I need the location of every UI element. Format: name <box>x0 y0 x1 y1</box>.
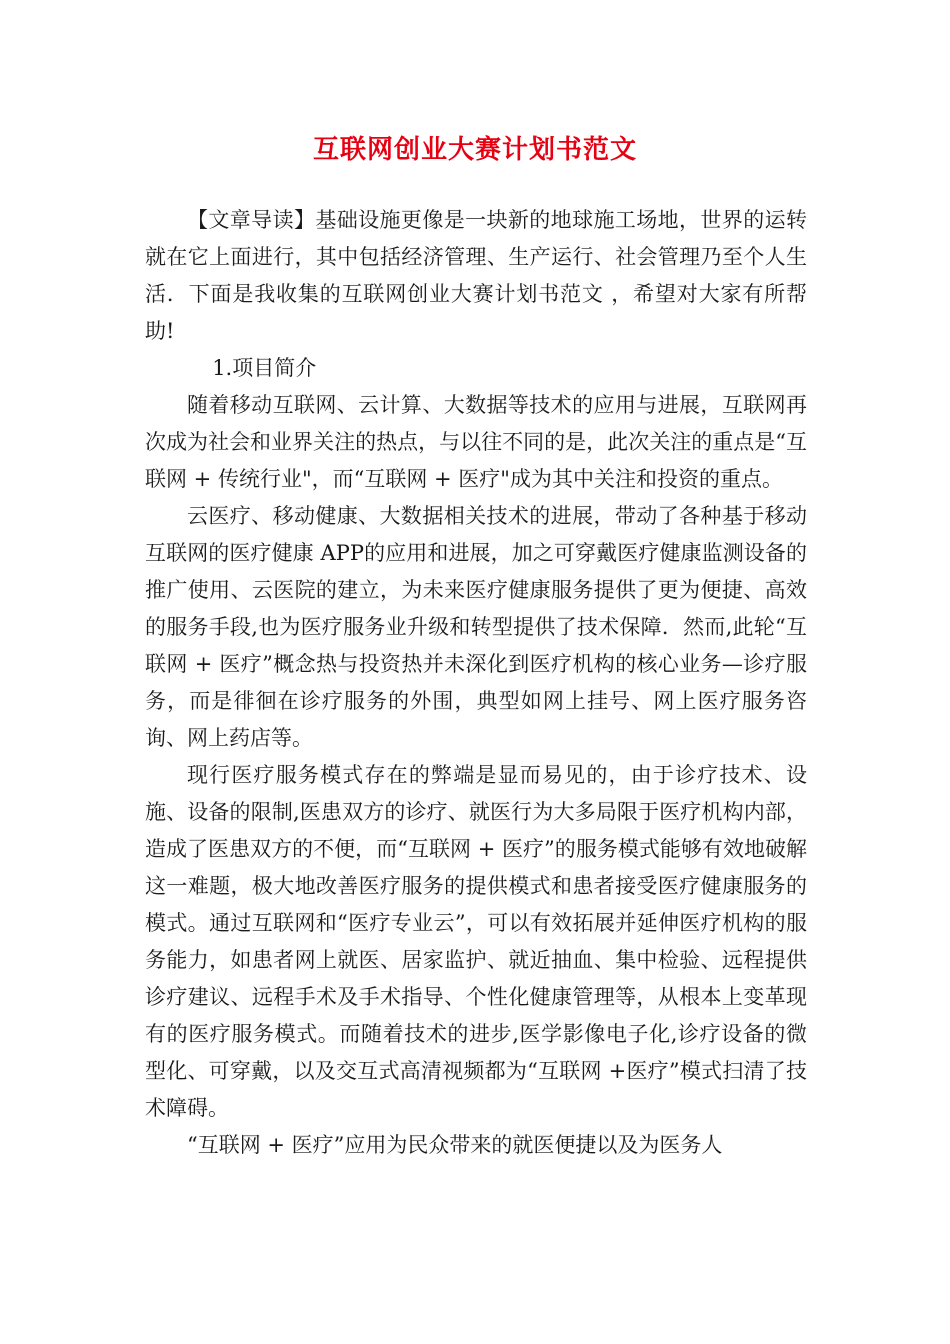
intro-paragraph: 【文章导读】基础设施更像是一块新的地球施工场地，世界的运转就在它上面进行，其中包括经济管理、生产运行、社会管理乃至个人生活．下面是我收集的互联网创业大赛计划书范文 ，希望对大家有所帮助! <box>145 208 807 343</box>
document-body <box>145 202 807 1164</box>
body-paragraph: 云医疗、移动健康、大数据相关技术的进展，带动了各种基于移动互联网的医疗健康 APP的应用和进展，加之可穿戴医疗健康监测设备的推广使用、云医院的建立，为未来医疗健康服务提供了更为便捷、高效的服务手段,也为医疗服务业升级和转型提供了技术保障．然而,此轮“互联网 + 医疗”概念热与投资热并未深化到医疗机构的核心业务—诊疗服务，而是徘徊在诊疗服务的外围，典型如网上挂号、网上医疗服务咨询、网上药店等。 <box>145 504 807 750</box>
body-paragraph: 现行医疗服务模式存在的弊端是显而易见的，由于诊疗技术、设施、设备的限制,医患双方的诊疗、就医行为大多局限于医疗机构内部，造成了医患双方的不便，而“互联网 + 医疗”的服务模式能够有效地破解这一难题，极大地改善医疗服务的提供模式和患者接受医疗健康服务的模式。通过互联网和“医疗专业云”，可以有效拓展并延伸医疗机构的服务能力，如患者网上就医、居家监护、就近抽血、集中检验、远程提供诊疗建议、远程手术及手术指导、个性化健康管理等，从根本上变革现有的医疗服务模式。而随着技术的进步,医学影像电子化,诊疗设备的微型化、可穿戴，以及交互式高清视频都为“互联网 +医疗”模式扫清了技术障碍。 <box>145 763 807 1120</box>
document-title: 互联网创业大赛计划书范文 <box>312 135 637 165</box>
section-heading: 1.项目简介 <box>212 356 317 380</box>
body-paragraph: “互联网 + 医疗”应用为民众带来的就医便捷以及为医务人 <box>187 1133 723 1157</box>
body-paragraph: 随着移动互联网、云计算、大数据等技术的应用与进展，互联网再次成为社会和业界关注的热点，与以往不同的是，此次关注的重点是“互联网 + 传统行业"，而“互联网 + 医疗"成为其中关注和投资的重点。 <box>145 393 807 491</box>
